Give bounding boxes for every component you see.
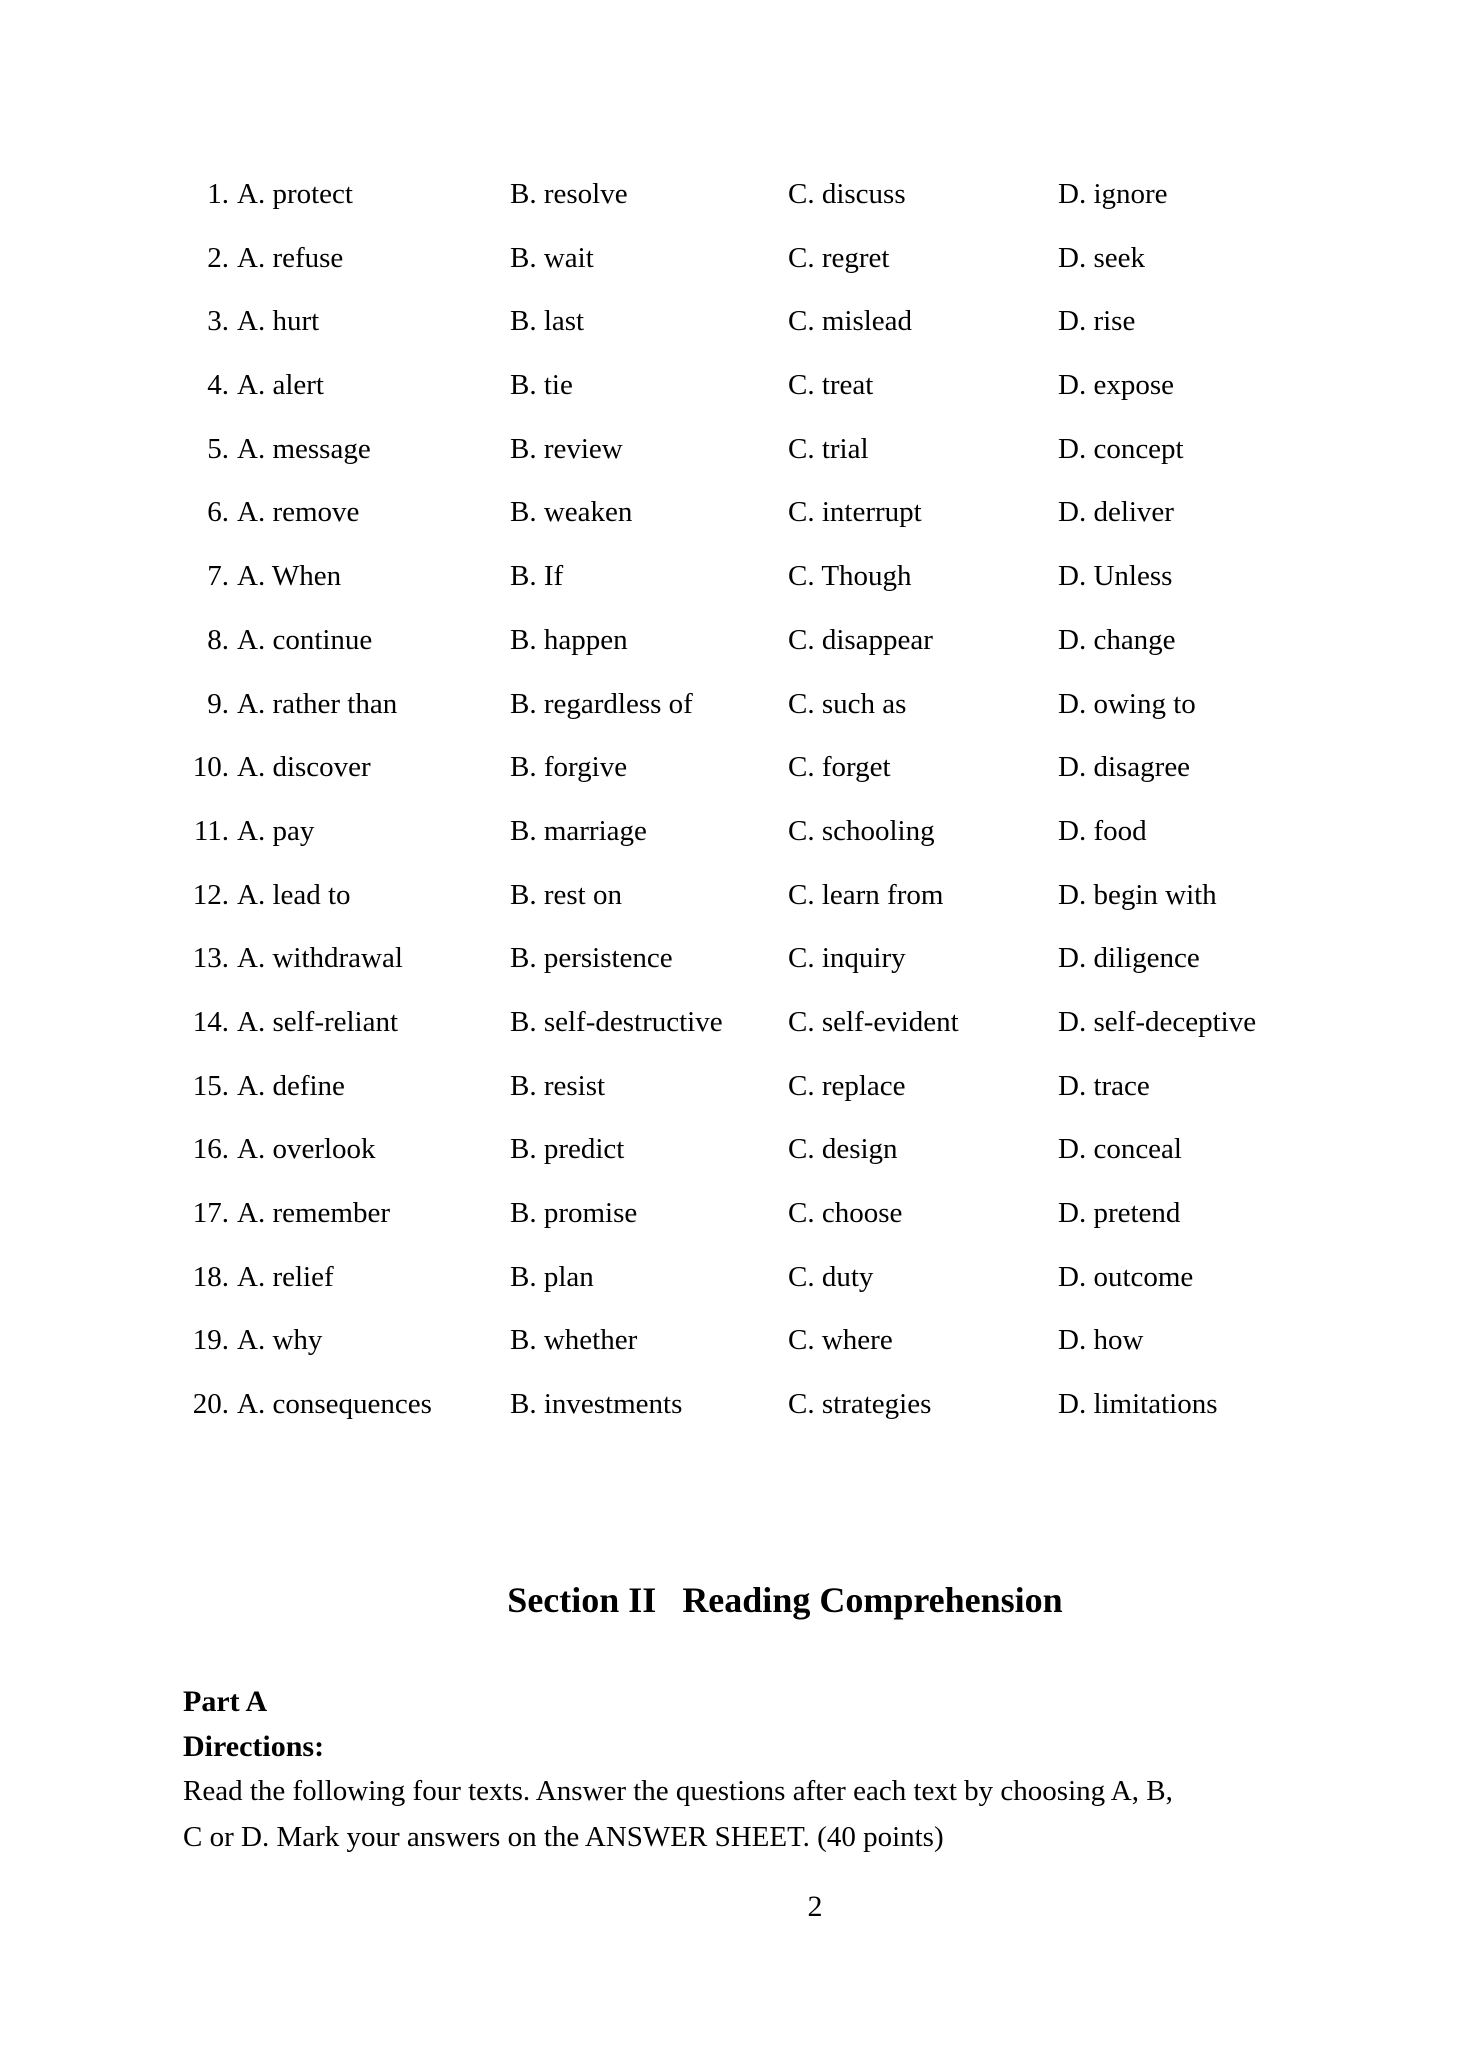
option-c: C. where — [788, 1324, 893, 1357]
option-b: B. wait — [510, 241, 594, 274]
option-a: A. discover — [237, 751, 371, 784]
option-c: C. discuss — [788, 178, 906, 210]
option-d: D. change — [1058, 623, 1176, 656]
option-a: A. lead to — [237, 878, 351, 911]
option-b: B. regardless of — [510, 687, 693, 720]
section-label: Section II — [507, 1580, 657, 1620]
question-number: 13. — [192, 942, 229, 975]
question-number: 6. — [207, 496, 229, 529]
option-row — [0, 163, 1466, 227]
option-d: D. disagree — [1058, 751, 1191, 784]
option-d: D. ignore — [1058, 178, 1168, 210]
option-c: C. forget — [788, 751, 891, 784]
question-number: 20. — [192, 1388, 229, 1421]
option-row — [0, 227, 1466, 291]
question-number: 18. — [192, 1260, 229, 1293]
option-row — [0, 1182, 1466, 1246]
option-c: C. self-evident — [788, 1005, 959, 1038]
option-c: C. strategies — [788, 1388, 932, 1421]
directions-text — [183, 1769, 1173, 1860]
option-d: D. pretend — [1058, 1197, 1181, 1229]
option-c: C. treat — [788, 369, 874, 402]
question-number: 17. — [192, 1197, 229, 1229]
option-c: C. interrupt — [788, 496, 922, 529]
option-c: C. such as — [788, 687, 907, 720]
option-b: B. whether — [510, 1324, 638, 1357]
section-title: Reading Comprehension — [682, 1580, 1063, 1620]
option-row — [0, 481, 1466, 545]
option-c: C. disappear — [788, 623, 933, 656]
option-a: A. withdrawal — [237, 942, 403, 975]
page-number: 2 — [807, 1890, 823, 1923]
question-number: 10. — [192, 751, 229, 784]
option-b: B. happen — [510, 623, 628, 656]
option-a: A. hurt — [237, 305, 320, 338]
option-a: A. relief — [237, 1260, 334, 1293]
directions-line-2: C or D. Mark your answers on the ANSWER SHEET. (40 points) — [183, 1820, 944, 1853]
cloze-options-list — [0, 163, 1466, 1437]
option-a: A. alert — [237, 369, 324, 402]
option-b: B. self-destructive — [510, 1005, 723, 1038]
option-c: C. regret — [788, 241, 890, 274]
question-number: 1. — [207, 178, 229, 210]
option-b: B. persistence — [510, 942, 673, 975]
option-row — [0, 418, 1466, 482]
option-b: B. forgive — [510, 751, 628, 784]
option-d: D. deliver — [1058, 496, 1174, 529]
question-number: 12. — [192, 878, 229, 911]
question-number: 16. — [192, 1133, 229, 1166]
option-c: C. replace — [788, 1069, 906, 1102]
option-row — [0, 736, 1466, 800]
option-row — [0, 609, 1466, 673]
option-d: D. Unless — [1058, 560, 1173, 593]
option-d: D. concept — [1058, 432, 1184, 465]
option-a: A. remember — [237, 1197, 390, 1229]
option-d: D. how — [1058, 1324, 1144, 1357]
option-d: D. food — [1058, 814, 1147, 847]
option-c: C. schooling — [788, 814, 935, 847]
option-b: B. tie — [510, 369, 573, 402]
option-row — [0, 1055, 1466, 1119]
option-b: B. resist — [510, 1069, 606, 1102]
question-number: 9. — [207, 687, 229, 720]
question-number: 19. — [192, 1324, 229, 1357]
section-heading — [507, 1576, 1062, 1624]
option-row — [0, 354, 1466, 418]
option-a: A. why — [237, 1324, 323, 1357]
option-b: B. weaken — [510, 496, 633, 529]
option-row — [0, 800, 1466, 864]
directions-line-1: Read the following four texts. Answer the questions after each text by choosing A, B, — [183, 1775, 1173, 1807]
option-b: B. If — [510, 560, 564, 593]
option-b: B. resolve — [510, 178, 628, 210]
option-d: D. conceal — [1058, 1133, 1182, 1166]
question-number: 3. — [207, 305, 229, 338]
option-d: D. seek — [1058, 241, 1145, 274]
option-row — [0, 290, 1466, 354]
option-c: C. trial — [788, 432, 869, 465]
option-d: D. self-deceptive — [1058, 1005, 1257, 1038]
directions-label: Directions: — [183, 1730, 325, 1763]
option-row — [0, 1309, 1466, 1373]
option-c: C. choose — [788, 1197, 903, 1229]
part-a-heading: Part A — [183, 1685, 268, 1718]
option-c: C. inquiry — [788, 942, 906, 975]
option-b: B. marriage — [510, 814, 647, 847]
option-row — [0, 991, 1466, 1055]
option-d: D. diligence — [1058, 942, 1200, 975]
option-b: B. predict — [510, 1133, 625, 1166]
option-d: D. trace — [1058, 1069, 1150, 1102]
option-b: B. rest on — [510, 878, 622, 911]
option-c: C. Though — [788, 560, 912, 593]
option-b: B. investments — [510, 1388, 683, 1421]
option-a: A. When — [237, 560, 342, 593]
question-number: 7. — [207, 560, 229, 593]
option-d: D. outcome — [1058, 1260, 1194, 1293]
option-b: B. review — [510, 432, 623, 465]
option-a: A. overlook — [237, 1133, 376, 1166]
question-number: 14. — [192, 1005, 229, 1038]
option-row — [0, 673, 1466, 737]
question-number: 11. — [193, 814, 229, 847]
question-number: 2. — [207, 241, 229, 274]
option-a: A. continue — [237, 623, 373, 656]
option-a: A. self-reliant — [237, 1005, 399, 1038]
option-a: A. rather than — [237, 687, 398, 720]
option-c: C. design — [788, 1133, 898, 1166]
option-a: A. refuse — [237, 241, 344, 274]
option-b: B. promise — [510, 1197, 638, 1229]
option-row — [0, 1246, 1466, 1310]
option-b: B. plan — [510, 1260, 594, 1293]
option-d: D. expose — [1058, 369, 1174, 402]
option-row — [0, 1373, 1466, 1437]
question-number: 5. — [207, 432, 229, 465]
option-b: B. last — [510, 305, 585, 338]
option-a: A. consequences — [237, 1388, 432, 1421]
option-a: A. pay — [237, 814, 315, 847]
question-number: 8. — [207, 623, 229, 656]
option-a: A. remove — [237, 496, 360, 529]
option-d: D. rise — [1058, 305, 1136, 338]
option-row — [0, 864, 1466, 928]
option-a: A. define — [237, 1069, 345, 1102]
option-c: C. learn from — [788, 878, 944, 911]
option-d: D. owing to — [1058, 687, 1196, 720]
option-c: C. duty — [788, 1260, 874, 1293]
option-d: D. begin with — [1058, 878, 1217, 911]
option-a: A. protect — [237, 178, 353, 210]
option-c: C. mislead — [788, 305, 913, 338]
option-a: A. message — [237, 432, 371, 465]
question-number: 15. — [192, 1069, 229, 1102]
option-row — [0, 1118, 1466, 1182]
question-number: 4. — [207, 369, 229, 402]
option-d: D. limitations — [1058, 1388, 1218, 1421]
option-row — [0, 927, 1466, 991]
option-row — [0, 545, 1466, 609]
